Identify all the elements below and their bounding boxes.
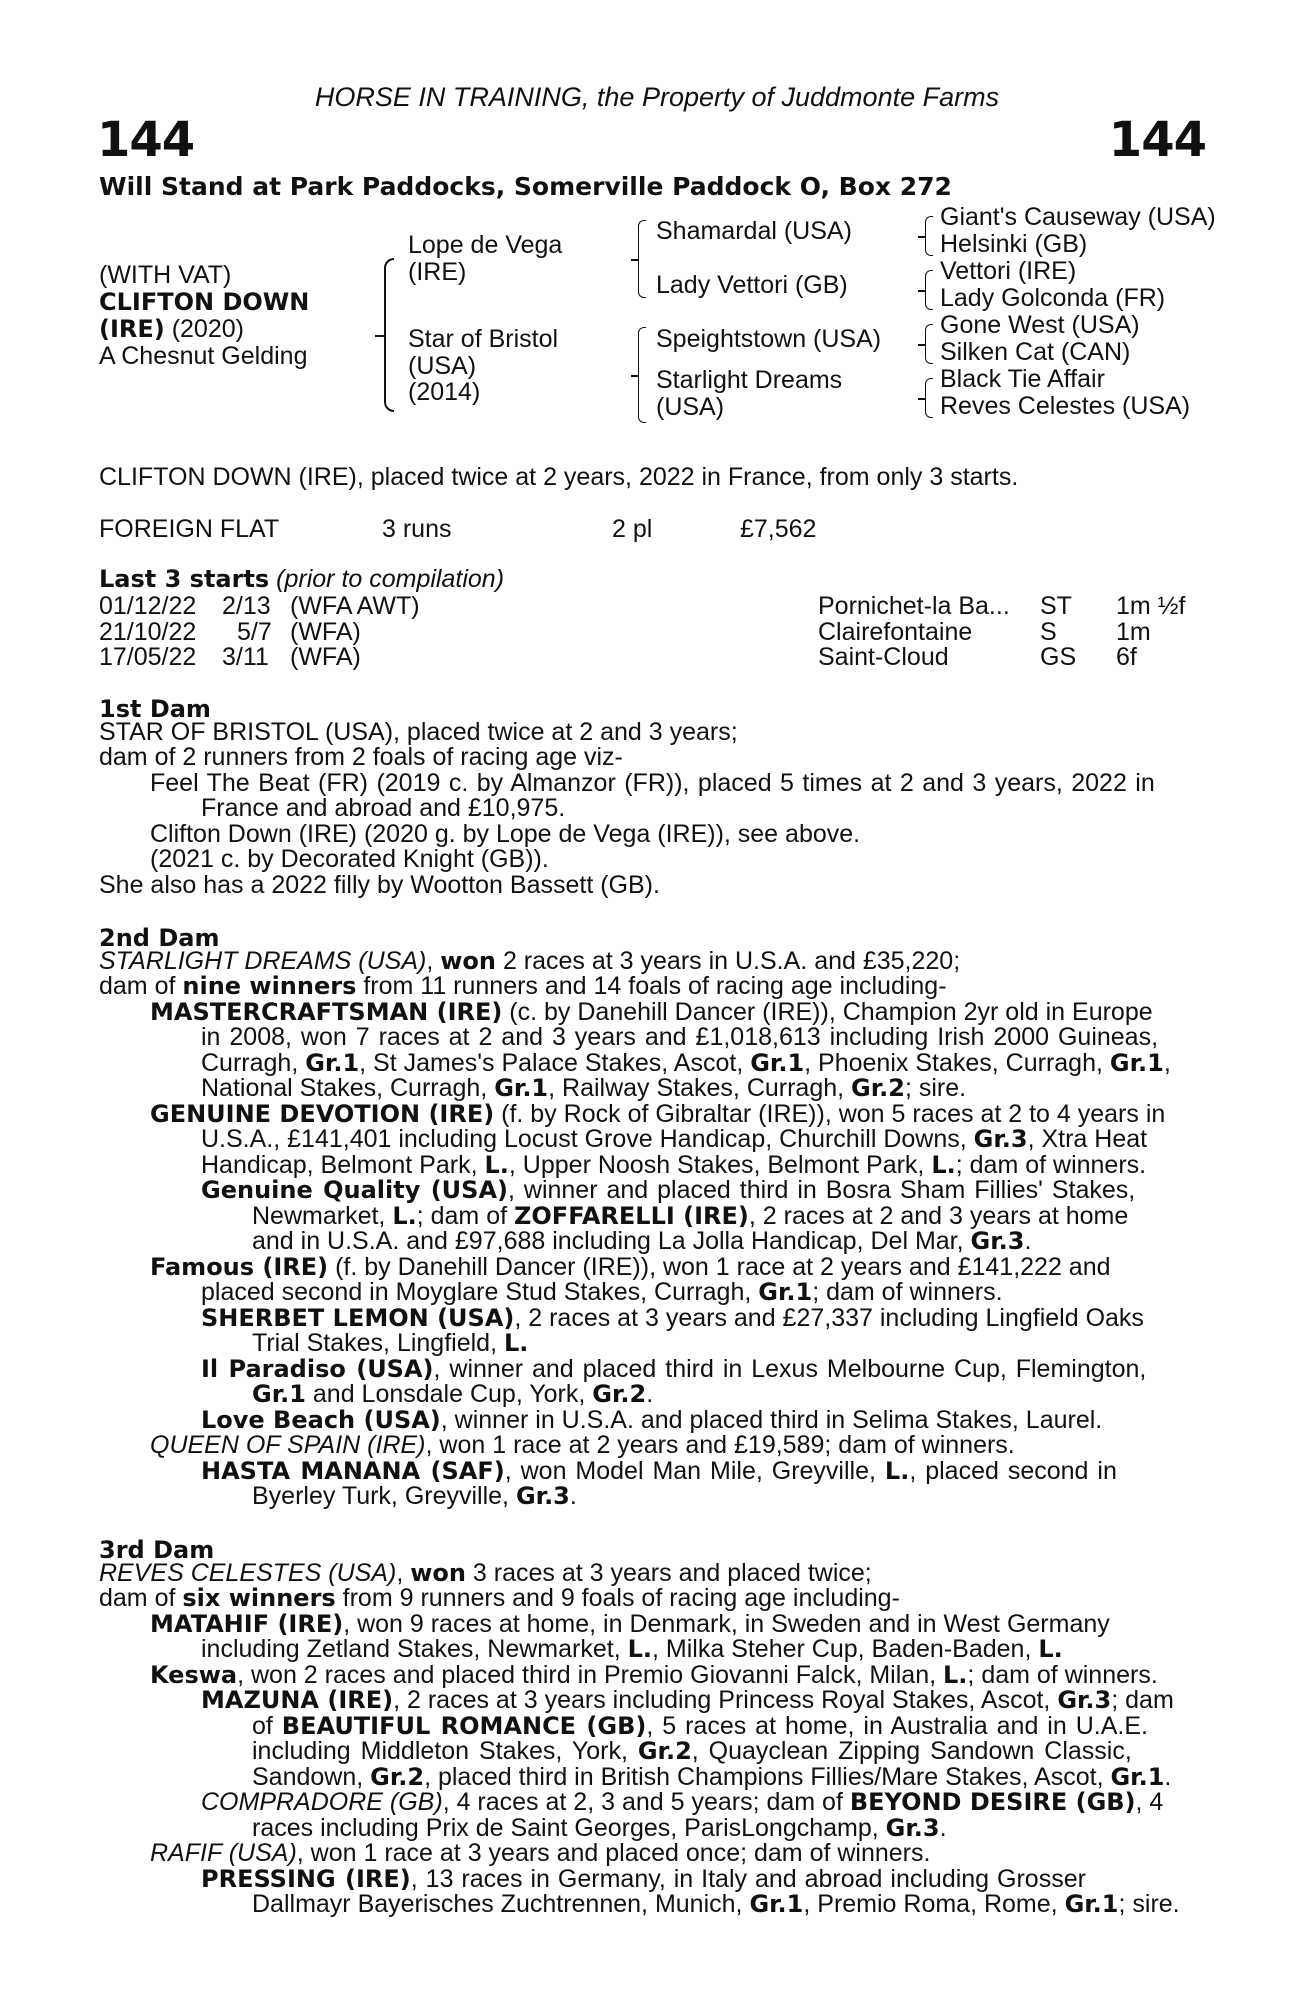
produce-line: France and abroad and £10,975. [201, 794, 566, 822]
brace-g2 [925, 270, 933, 310]
produce-line: Trial Stakes, Lingfield, L. [252, 1329, 529, 1357]
produce-line: GENUINE DEVOTION (IRE) (f. by Rock of Gibraltar (IRE)), won 5 races at 2 to 4 years in [150, 1100, 1166, 1128]
produce-line: Genuine Quality (USA), winner and placed third in Bosra Sham Fillies' Stakes, [201, 1176, 1136, 1204]
produce-line: including Middleton Stakes, York, Gr.2, Quayclean Zipping Sandown Classic, [252, 1737, 1132, 1765]
lot-number-right: 144 [1108, 112, 1206, 168]
start-course: Saint-Cloud [818, 643, 949, 671]
produce-line: Il Paradiso (USA), winner and placed third in Lexus Melbourne Cup, Flemington, [201, 1355, 1147, 1383]
produce-line: and in U.S.A. and £97,688 including La Jolla Handicap, Del Mar, Gr.3. [252, 1227, 1032, 1255]
produce-line: in 2008, won 7 races at 2 and 3 years and £1,018,613 including Irish 2000 Guineas, [201, 1023, 1159, 1051]
pedigree-brace-dam [638, 327, 646, 423]
pedigree-brace-sire [638, 220, 646, 298]
record-placed: 2 pl [612, 515, 653, 543]
produce-line: HASTA MANANA (SAF), won Model Man Mile, Greyville, L., placed second in [201, 1457, 1117, 1485]
produce-line: including Zetland Stakes, Newmarket, L., Milka Steher Cup, Baden-Baden, L. [201, 1635, 1063, 1663]
dam-line: dam of 2 runners from 2 foals of racing age viz- [99, 743, 623, 771]
produce-line: MATAHIF (IRE), won 9 races at home, in Denmark, in Sweden and in West Germany [150, 1610, 1110, 1638]
produce-line: COMPRADORE (GB), 4 races at 2, 3 and 5 years; dam of BEYOND DESIRE (GB), 4 [201, 1788, 1164, 1816]
dam-line: STARLIGHT DREAMS (USA), won 2 races at 3 years in U.S.A. and £35,220; [99, 947, 961, 975]
first-dam-heading: 1st Dam [99, 695, 211, 723]
start-position: 3/11 [222, 643, 269, 671]
pedigree-brace-main [384, 258, 394, 412]
vat-note: (WITH VAT) [99, 261, 232, 289]
start-course: Pornichet-la Ba... [818, 592, 1010, 620]
start-date: 01/12/22 [99, 592, 197, 620]
third-dam-heading: 3rd Dam [99, 1536, 215, 1564]
gg-2: Helsinki (GB) [940, 230, 1088, 258]
gg-8: Reves Celestes (USA) [940, 392, 1191, 420]
gg-5: Gone West (USA) [940, 311, 1140, 339]
start-distance: 6f [1116, 643, 1137, 671]
start-course: Clairefontaine [818, 618, 973, 646]
produce-line: Gr.1 and Lonsdale Cup, York, Gr.2. [252, 1380, 654, 1408]
dam-line: STAR OF BRISTOL (USA), placed twice at 2 and 3 years; [99, 718, 738, 746]
produce-line: SHERBET LEMON (USA), 2 races at 3 years and £27,337 including Lingfield Oaks [201, 1304, 1144, 1332]
produce-line: Curragh, Gr.1, St James's Palace Stakes, Ascot, Gr.1, Phoenix Stakes, Curragh, Gr.1, [201, 1049, 1171, 1077]
produce-line: Clifton Down (IRE) (2020 g. by Lope de Vega (IRE)), see above. [150, 820, 861, 848]
horse-origin-year: (IRE) (2020) [99, 315, 244, 343]
produce-line: Newmarket, L.; dam of ZOFFARELLI (IRE), 2 races at 2 and 3 years at home [252, 1202, 1129, 1230]
produce-line: Handicap, Belmont Park, L., Upper Noosh Stakes, Belmont Park, L.; dam of winners. [201, 1151, 1147, 1179]
lot-number-left: 144 [97, 112, 195, 168]
dam-line: REVES CELESTES (USA), won 3 races at 3 years and placed twice; [99, 1559, 872, 1587]
gg-1: Giant's Causeway (USA) [940, 203, 1216, 231]
produce-line: MAZUNA (IRE), 2 races at 3 years including Princess Royal Stakes, Ascot, Gr.3; dam [201, 1686, 1174, 1714]
start-going: ST [1040, 592, 1072, 620]
start-type: (WFA) [290, 618, 361, 646]
start-date: 17/05/22 [99, 643, 197, 671]
produce-line: (2021 c. by Decorated Knight (GB)). [150, 845, 549, 873]
dam-dam: Starlight Dreams [656, 366, 843, 394]
dam-line: dam of nine winners from 11 runners and 14 foals of racing age including- [99, 972, 947, 1000]
record-runs: 3 runs [382, 515, 452, 543]
produce-line: Famous (IRE) (f. by Danehill Dancer (IRE)), won 1 race at 2 years and £141,222 and [150, 1253, 1111, 1281]
gg-7: Black Tie Affair [940, 365, 1105, 393]
dam-line: She also has a 2022 filly by Wootton Bassett (GB). [99, 871, 660, 899]
catalogue-header: HORSE IN TRAINING, the Property of Juddmonte Farms [314, 82, 1000, 112]
gg-6: Silken Cat (CAN) [940, 338, 1131, 366]
dam-line: dam of six winners from 9 runners and 9 foals of racing age including- [99, 1584, 900, 1612]
gg-4: Lady Golconda (FR) [940, 284, 1166, 312]
produce-line: U.S.A., £141,401 including Locust Grove Handicap, Churchill Downs, Gr.3, Xtra Heat [201, 1125, 1148, 1153]
gg-3: Vettori (IRE) [940, 257, 1077, 285]
produce-line: placed second in Moyglare Stud Stakes, Curragh, Gr.1; dam of winners. [201, 1278, 1003, 1306]
produce-line: PRESSING (IRE), 13 races in Germany, in Italy and abroad including Grosser [201, 1865, 1086, 1893]
brace-g3 [925, 324, 933, 364]
brace-g1 [925, 216, 933, 256]
produce-line: QUEEN OF SPAIN (IRE), won 1 race at 2 years and £19,589; dam of winners. [150, 1431, 1015, 1459]
start-type: (WFA) [290, 643, 361, 671]
produce-line: National Stakes, Curragh, Gr.1, Railway Stakes, Curragh, Gr.2; sire. [201, 1074, 967, 1102]
sire-sire: Shamardal (USA) [656, 217, 852, 245]
start-type: (WFA AWT) [290, 592, 420, 620]
horse-name: CLIFTON DOWN [99, 288, 310, 316]
dam-dam-origin: (USA) [656, 393, 725, 421]
start-position: 5/7 [237, 618, 272, 646]
produce-line: Byerley Turk, Greyville, Gr.3. [252, 1482, 577, 1510]
start-distance: 1m [1116, 618, 1151, 646]
produce-line: Sandown, Gr.2, placed third in British Champions Fillies/Mare Stakes, Ascot, Gr.1. [252, 1763, 1172, 1791]
brace-g4 [925, 378, 933, 418]
start-position: 2/13 [222, 592, 271, 620]
start-going: GS [1040, 643, 1077, 671]
produce-line: Dallmayr Bayerisches Zuchtrennen, Munich, Gr.1, Premio Roma, Rome, Gr.1; sire. [252, 1890, 1180, 1918]
race-summary: CLIFTON DOWN (IRE), placed twice at 2 years, 2022 in France, from only 3 starts. [99, 463, 1019, 491]
last-starts-heading: Last 3 starts (prior to compilation) [99, 565, 505, 593]
produce-line: Keswa, won 2 races and placed third in Premio Giovanni Falck, Milan, L.; dam of winners. [150, 1661, 1158, 1689]
sire-name: Lope de Vega [408, 231, 563, 259]
dam-origin: (USA) [408, 352, 477, 380]
dam-name: Star of Bristol [408, 325, 559, 353]
record-earnings: £7,562 [740, 515, 817, 543]
dam-sire: Speightstown (USA) [656, 325, 882, 353]
second-dam-heading: 2nd Dam [99, 924, 220, 952]
produce-line: Love Beach (USA), winner in U.S.A. and placed third in Selima Stakes, Laurel. [201, 1406, 1103, 1434]
horse-description: A Chesnut Gelding [99, 342, 308, 370]
produce-line: MASTERCRAFTSMAN (IRE) (c. by Danehill Dancer (IRE)), Champion 2yr old in Europe [150, 998, 1153, 1026]
sire-origin: (IRE) [408, 258, 467, 286]
sire-dam: Lady Vettori (GB) [656, 271, 848, 299]
start-distance: 1m ½f [1116, 592, 1186, 620]
produce-line: of BEAUTIFUL ROMANCE (GB), 5 races at home, in Australia and in U.A.E. [252, 1712, 1148, 1740]
produce-line: RAFIF (USA), won 1 race at 3 years and placed once; dam of winners. [150, 1839, 931, 1867]
produce-line: races including Prix de Saint Georges, ParisLongchamp, Gr.3. [252, 1814, 947, 1842]
dam-foaled: (2014) [408, 378, 481, 406]
stabling-info: Will Stand at Park Paddocks, Somerville Paddock O, Box 272 [99, 172, 952, 201]
start-date: 21/10/22 [99, 618, 197, 646]
start-going: S [1040, 618, 1057, 646]
produce-line: Feel The Beat (FR) (2019 c. by Almanzor (FR)), placed 5 times at 2 and 3 years, 2022 in [150, 769, 1155, 797]
record-label: FOREIGN FLAT [99, 515, 280, 543]
